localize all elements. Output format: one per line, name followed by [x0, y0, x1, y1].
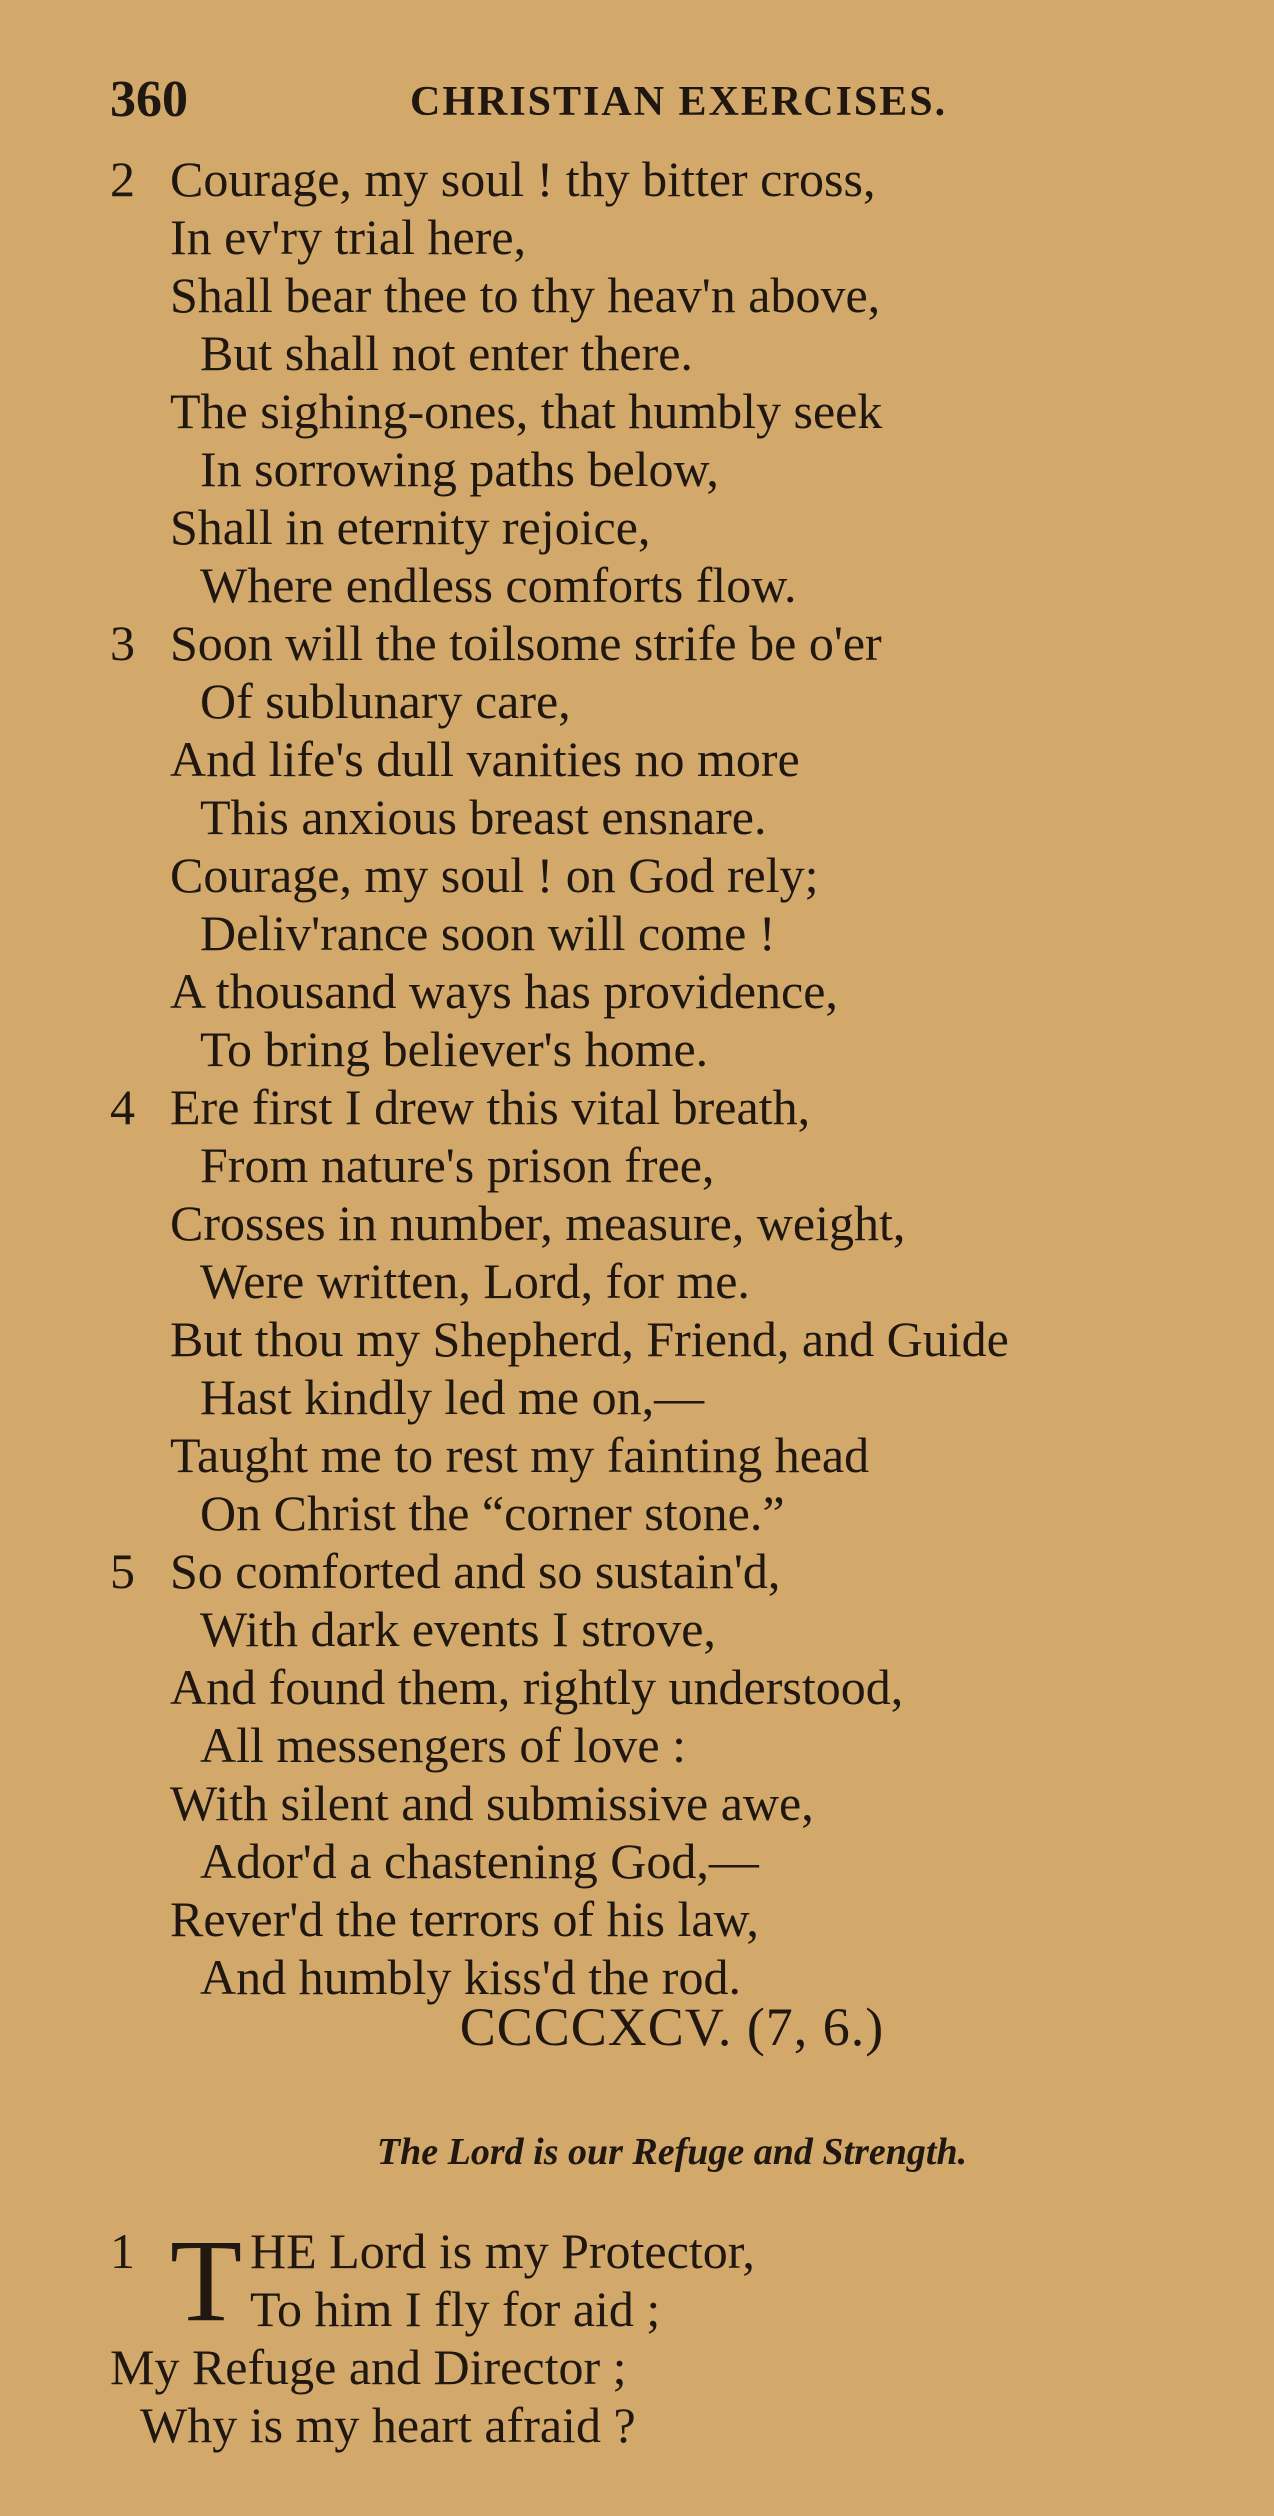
verse-line: Rever'd the terrors of his law,: [170, 1891, 759, 1947]
verse-line: To bring believer's home.: [200, 1021, 709, 1077]
stanza-number: 3: [110, 615, 135, 671]
running-title: CHRISTIAN EXERCISES.: [410, 79, 948, 125]
verse-line: Ador'd a chastening God,—: [200, 1833, 759, 1889]
stanza-number: 4: [110, 1079, 135, 1135]
verse-line: Of sublunary care,: [200, 673, 571, 729]
hymn-subtitle: The Lord is our Refuge and Strength.: [376, 2131, 968, 2173]
verse-line: And found them, rightly understood,: [170, 1659, 904, 1715]
verse-line: But shall not enter there.: [200, 325, 693, 381]
stanza-2: [110, 150, 882, 614]
verse-line: On Christ the “corner stone.”: [200, 1485, 785, 1541]
page-header: [110, 70, 1030, 130]
verse-line: With silent and submissive awe,: [170, 1775, 814, 1831]
verse-line: So comforted and so sustain'd,: [170, 1543, 781, 1599]
verse-line: Taught me to rest my fainting head: [170, 1427, 870, 1483]
verse-line: Shall in eternity rejoice,: [170, 499, 651, 555]
verse-line: Ere first I drew this vital breath,: [170, 1079, 811, 1135]
verse-line: With dark events I strove,: [200, 1601, 716, 1657]
verse-line: Crosses in number, measure, weight,: [170, 1195, 906, 1251]
page-number: 360: [110, 71, 188, 128]
verse-line: Were written, Lord, for me.: [200, 1253, 750, 1309]
stanza-number: 2: [110, 151, 135, 207]
verse-line: A thousand ways has providence,: [170, 963, 838, 1019]
verse-line: Hast kindly led me on,—: [200, 1369, 705, 1425]
stanza-4: [110, 1078, 1009, 1542]
drop-cap: T: [170, 2215, 243, 2346]
verse-line: This anxious breast ensnare.: [200, 789, 767, 845]
verse-line: The sighing-ones, that humbly seek: [170, 383, 883, 439]
hymn-number: CCCCXCV. (7, 6.): [459, 1997, 885, 2057]
verse-line: In sorrowing paths below,: [200, 441, 719, 497]
verse-line: HE Lord is my Protector,: [250, 2223, 755, 2279]
verse-line: Deliv'rance soon will come !: [200, 905, 776, 961]
stanza-1-next-hymn: [110, 2215, 755, 2454]
verse-line: From nature's prison free,: [200, 1137, 715, 1193]
verse-line: To him I fly for aid ;: [250, 2281, 661, 2337]
stanza-3: [110, 614, 882, 1078]
verse-line: But thou my Shepherd, Friend, and Guide: [170, 1311, 1009, 1367]
verse-line: Shall bear thee to thy heav'n above,: [170, 267, 881, 323]
stanza-number: 1: [110, 2223, 135, 2279]
verse-line: And humbly kiss'd the rod.: [200, 1949, 741, 2005]
verse-line: And life's dull vanities no more: [170, 731, 800, 787]
verse-line: Where endless comforts flow.: [200, 557, 797, 613]
verse-line: In ev'ry trial here,: [170, 209, 527, 265]
verse-line: Courage, my soul ! thy bitter cross,: [170, 151, 876, 207]
stanza-number: 5: [110, 1543, 135, 1599]
stanza-5: [110, 1542, 903, 2006]
verse-line: Why is my heart afraid ?: [140, 2397, 636, 2453]
verse-line: All messengers of love :: [200, 1717, 687, 1773]
verse-line: Courage, my soul ! on God rely;: [170, 847, 819, 903]
verse-line: My Refuge and Director ;: [110, 2339, 627, 2395]
verse-line: Soon will the toilsome strife be o'er: [170, 615, 882, 671]
